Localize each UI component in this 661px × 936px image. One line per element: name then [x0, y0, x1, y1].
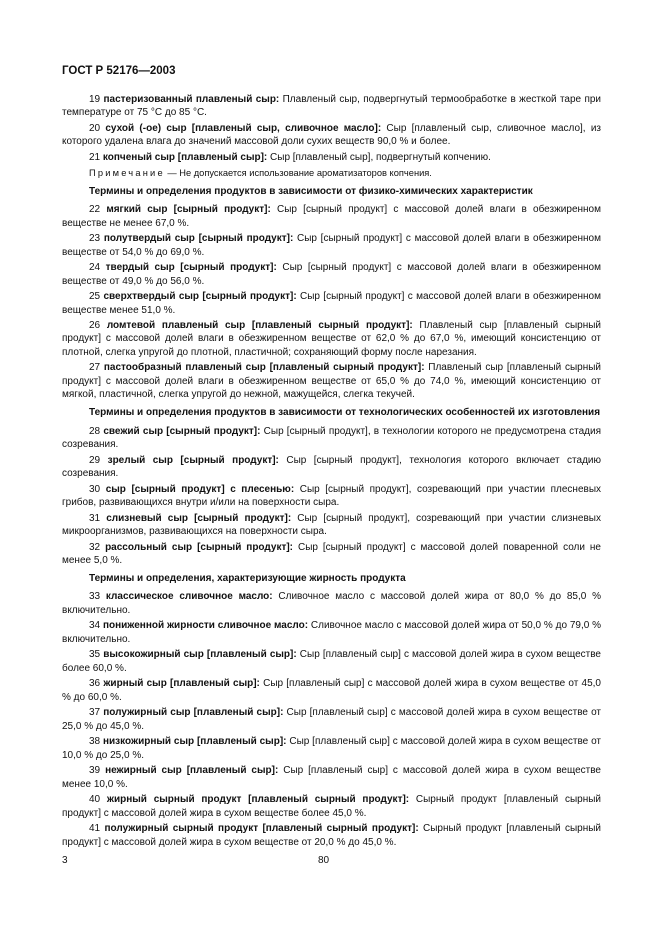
- term-definition: Сыр [плавленый сыр] с массовой долей жира в сухом веществе от 10,0 % до 25,0 %.: [62, 736, 602, 761]
- term-name: зрелый сыр [сырный продукт]:: [107, 454, 279, 466]
- term-definition: Сыр [сырный продукт] с массовой долей влаги в обезжиренном веществе не менее 67,0 %.: [62, 204, 601, 229]
- term-number: 30: [89, 483, 101, 495]
- term-paragraph: [62, 735, 601, 762]
- term-name: слизневый сыр [сырный продукт]:: [106, 512, 292, 524]
- term-name: высокожирный сыр [плавленый сыр]:: [103, 649, 297, 661]
- term-name: свежий сыр [сырный продукт]:: [103, 425, 261, 437]
- term-name: нежирный сыр [плавленый сыр]:: [105, 765, 279, 777]
- term-paragraph: [62, 619, 601, 646]
- term-paragraph: [62, 764, 601, 791]
- term-definition: Сыр [плавленый сыр] с массовой долей жира в сухом веществе более 60,0 %.: [62, 649, 601, 674]
- term-number: 41: [89, 823, 101, 835]
- term-number: 23: [89, 233, 101, 245]
- term-number: 40: [89, 794, 101, 806]
- term-definition: Сыр [сырный продукт], в технологии которого не предусмотрена стадия созревания.: [62, 425, 601, 450]
- term-paragraph: [62, 290, 601, 317]
- term-number: 39: [89, 765, 101, 777]
- term-definition: Плавленый сыр [плавленый сырный продукт] с массовой долей влаги в обезжиренном веществе от 62,0 % до 67,0 %, имеющий консистенцию от плотной, слегка упругой до плотной, пластичной; сохраняющий форму после нарезания.: [62, 320, 601, 358]
- term-definition: Сырный продукт [плавленый сырный продукт] с массовой долей жира в сухом веществе от 20,0 % до 45,0 %.: [62, 823, 602, 848]
- term-paragraph: [62, 512, 601, 539]
- term-number: 26: [89, 320, 101, 332]
- term-paragraph: [62, 648, 601, 675]
- term-number: 32: [89, 541, 101, 553]
- term-number: 35: [89, 649, 101, 661]
- section-heading: Термины и определения, характеризующие жирность продукта: [89, 573, 406, 585]
- term-paragraph: [62, 590, 601, 617]
- term-number: 29: [89, 454, 101, 466]
- term-number: 27: [89, 362, 101, 374]
- term-definition: Сыр [сырный продукт] с массовой долей влаги в обезжиренном веществе менее 51,0 %.: [62, 291, 601, 316]
- term-paragraph: [62, 151, 601, 164]
- term-number: 36: [89, 678, 101, 690]
- term-paragraph: [62, 822, 601, 849]
- term-definition: Сыр [плавленый сыр] с массовой долей жира в сухом веществе от 45,0 % до 60,0 %.: [62, 678, 601, 703]
- term-name: классическое сливочное масло:: [105, 591, 273, 603]
- term-number: 19: [89, 94, 101, 105]
- term-name: полутвердый сыр [сырный продукт]:: [103, 233, 294, 245]
- term-definition: Сыр [плавленый сыр] с массовой долей жира в сухом веществе менее 10,0 %.: [62, 765, 601, 790]
- term-definition: Сливочное масло с массовой долей жира от 50,0 % до 79,0 % включительно.: [62, 620, 602, 645]
- term-number: 20: [89, 122, 101, 134]
- term-number: 38: [89, 736, 101, 748]
- page-number-center: 80: [318, 855, 330, 866]
- term-number: 21: [89, 151, 101, 163]
- term-definition: Сыр [сырный продукт], созревающий при участии слизневых микроорганизмов, развивающихся на поверхности сыра.: [62, 512, 601, 537]
- term-paragraph: [62, 706, 601, 733]
- term-paragraph: [62, 454, 601, 481]
- term-paragraph: [62, 261, 601, 288]
- term-name: сухой (-ое) сыр [плавленый сыр, сливочное масло]:: [105, 122, 382, 134]
- term-definition: Сыр [сырный продукт], созревающий при участии плесневых грибов, развивающихся внутри и/или на поверхности сыра.: [62, 483, 602, 508]
- term-number: 28: [89, 425, 101, 437]
- term-number: 34: [89, 620, 101, 632]
- term-name: пастеризованный плавленый сыр:: [103, 94, 280, 105]
- term-name: рассольный сыр [сырный продукт]:: [105, 541, 294, 553]
- term-definition: Сырный продукт [плавленый сырный продукт] с массовой долей жира в сухом веществе более 45,0 %.: [62, 794, 601, 819]
- term-name: полужирный сырный продукт [плавленый сырный продукт]:: [104, 823, 419, 835]
- term-definition: Плавленый сыр, подвергнутый термообработке в жесткой таре при температуре от 75 °С до 85 °С.: [62, 94, 602, 119]
- term-paragraph: [62, 203, 601, 230]
- document-body: [62, 93, 601, 851]
- term-definition: Сыр [плавленый сыр], подвергнутый копчению.: [267, 151, 491, 163]
- term-paragraph: [62, 677, 601, 704]
- term-definition: Сливочное масло с массовой долей жира от 80,0 % до 85,0 % включительно.: [62, 591, 601, 616]
- document-header: ГОСТ Р 52176—2003: [62, 65, 176, 77]
- term-definition: Сыр [сырный продукт] с массовой долей влаги в обезжиренном веществе от 54,0 % до 69,0 %.: [62, 233, 601, 258]
- term-paragraph: [62, 483, 601, 510]
- term-definition: Сыр [сырный продукт] с массовой долей влаги в обезжиренном веществе от 49,0 % до 56,0 %.: [62, 262, 601, 287]
- term-paragraph: [62, 232, 601, 259]
- term-definition: Плавленый сыр [плавленый сырный продукт] с массовой долей влаги в обезжиренном веществе от 65,0 % до 74,0 %, имеющий консистенцию от мягкой, пластичной, слегка упругой до нежной, мажущейся, слегка текучей.: [62, 362, 602, 401]
- term-number: 33: [89, 591, 101, 603]
- term-name: жирный сырный продукт [плавленый сырный продукт]:: [106, 794, 410, 806]
- term-name: пониженной жирности сливочное масло:: [102, 620, 309, 632]
- term-paragraph: [62, 541, 601, 568]
- term-definition: Сыр [сырный продукт], технология которого включает стадию созревания.: [62, 454, 601, 479]
- term-number: 25: [89, 291, 101, 303]
- term-definition: Сыр [плавленый сыр, сливочное масло], из которого удалена влага до значений массовой доли сухих веществ 90,0 % и более.: [62, 122, 602, 148]
- term-name: полужирный сыр [плавленый сыр]:: [103, 707, 284, 719]
- note-label: Примечание: [89, 167, 165, 178]
- note-paragraph: [62, 167, 601, 180]
- note-text: — Не допускается использование ароматизаторов копчения.: [164, 167, 432, 178]
- section-heading: Термины и определения продуктов в зависимости от физико-химических характеристик: [89, 185, 533, 197]
- term-name: пастообразный плавленый сыр [плавленый сырный продукт]:: [103, 362, 425, 374]
- page-number-left: 3: [62, 855, 68, 866]
- term-name: жирный сыр [плавленый сыр]:: [103, 678, 260, 690]
- term-paragraph: [62, 319, 601, 359]
- term-name: твердый сыр [сырный продукт]:: [105, 262, 277, 274]
- section-heading: Термины и определения продуктов в зависимости от технологических особенностей их изготовления: [89, 407, 601, 419]
- term-paragraph: [62, 793, 601, 820]
- term-definition: Сыр [сырный продукт] с массовой долей поваренной соли не менее 5,0 %.: [62, 541, 601, 566]
- term-paragraph: [62, 361, 601, 401]
- term-number: 37: [89, 707, 101, 719]
- term-name: низкожирный сыр [плавленый сыр]:: [102, 736, 287, 748]
- term-paragraph: [62, 93, 601, 120]
- term-definition: Сыр [плавленый сыр] с массовой долей жира в сухом веществе от 25,0 % до 45,0 %.: [62, 707, 602, 732]
- term-name: сыр [сырный продукт] с плесенью:: [105, 483, 295, 495]
- term-name: мягкий сыр [сырный продукт]:: [106, 204, 271, 216]
- term-name: сверхтвердый сыр [сырный продукт]:: [103, 291, 297, 303]
- term-name: ломтевой плавленый сыр [плавленый сырный продукт]:: [106, 320, 413, 332]
- term-number: 22: [89, 204, 101, 216]
- term-number: 24: [89, 262, 101, 274]
- term-paragraph: [62, 425, 601, 452]
- term-name: копченый сыр [плавленый сыр]:: [102, 151, 268, 163]
- term-number: 31: [89, 512, 101, 524]
- term-paragraph: [62, 122, 601, 149]
